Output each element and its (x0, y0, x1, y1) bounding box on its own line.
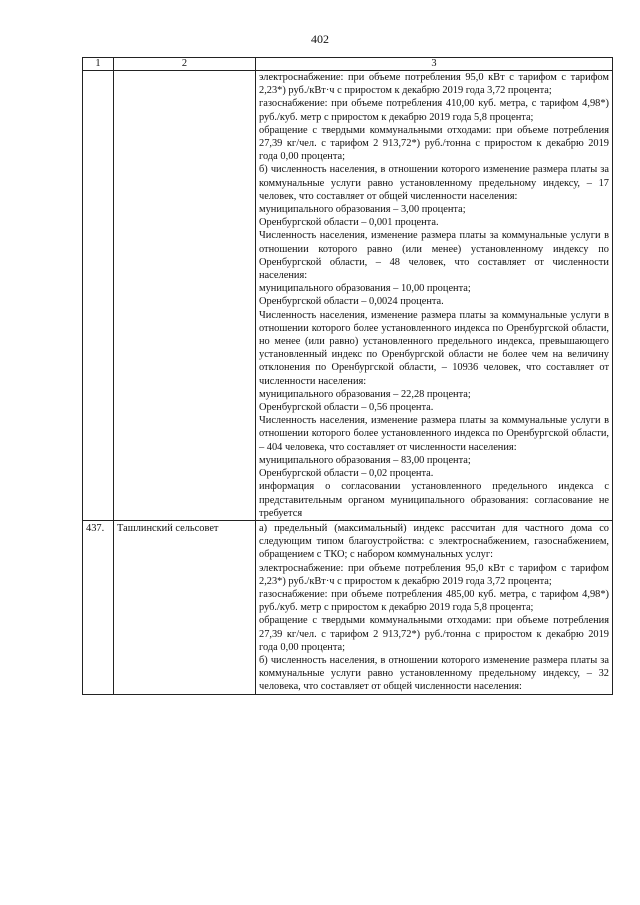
text-paragraph: а) предельный (максимальный) индекс рассчитан для частного дома со следующим типом благоустройства: с электроснабжением, газоснабжением, обращением с ТКО; с набором коммунальных услуг: (259, 522, 609, 561)
settlement-name-cell (114, 71, 256, 521)
row-number-cell: 437. (83, 520, 114, 694)
text-paragraph: обращение с твердыми коммунальными отходами: при объеме потребления 27,39 кг/чел. с тарифом 2 913,72*) руб./тонна с приростом к декабрю 2019 года 0,00 процента; (259, 615, 609, 653)
text-paragraph: Численность населения, изменение размера платы за коммунальные услуги в отношении которого более установленного индекса по Оренбургской области, но менее (или равно) установленного предельного индекса, превышающего установленный индекс по Оренбургской области не более чем на величину отклонения по Оренбургской области, – 10936 человек, что составляет от численности населения: (259, 309, 609, 387)
regulation-table (82, 57, 613, 695)
text-paragraph: газоснабжение: при объеме потребления 485,00 куб. метра, с тарифом 4,98*) руб./куб. метр с приростом к декабрю 2019 года 5,8 процента; (259, 588, 609, 614)
header-col-2: 2 (114, 58, 256, 71)
text-paragraph: Численность населения, изменение размера платы за коммунальные услуги в отношении которого равно (или менее) установленному индексу по Оренбургской области, – 48 человек, что составляет от численности населения: (259, 230, 609, 282)
text-paragraph: муниципального образования – 22,28 процента; (259, 388, 471, 400)
index-description-cell (256, 520, 613, 694)
text-paragraph: газоснабжение: при объеме потребления 410,00 куб. метра, с тарифом 4,98*) руб./куб. метр с приростом к декабрю 2019 года 5,8 процента; (259, 98, 609, 123)
text-paragraph: Оренбургской области – 0,56 процента. (259, 402, 434, 414)
text-paragraph: Численность населения, изменение размера платы за коммунальные услуги в отношении которого более установленного индекса по Оренбургской области, – 404 человека, что составляет от численности населения: (259, 415, 609, 453)
header-col-3: 3 (256, 58, 613, 71)
text-paragraph: Оренбургской области – 0,0024 процента. (259, 296, 444, 308)
text-paragraph: Оренбургской области – 0,001 процента. (259, 217, 439, 229)
settlement-name-cell: Ташлинский сельсовет (114, 520, 256, 694)
table-row-437 (83, 520, 613, 694)
index-description-cell (256, 71, 613, 521)
text-paragraph: электроснабжение: при объеме потребления 95,0 кВт с тарифом с тарифом 2,23*) руб./кВт·ч с приростом к декабрю 2019 года 3,72 процента; (259, 562, 609, 587)
text-paragraph: б) численность населения, в отношении которого изменение размера платы за коммунальные услуги равно установленному предельному индексу, – 17 человек, что составляет от общей численности населения: (259, 164, 609, 202)
text-paragraph: электроснабжение: при объеме потребления 95,0 кВт с тарифом с тарифом 2,23*) руб./кВт·ч с приростом к декабрю 2019 года 3,72 процента; (259, 72, 609, 97)
text-paragraph: информация о согласовании установленного предельного индекса с представительным органом муниципального образования: согласование не требуется (259, 481, 609, 519)
row-number-cell (83, 71, 114, 521)
text-paragraph: муниципального образования – 3,00 процента; (259, 204, 466, 216)
text-paragraph: обращение с твердыми коммунальными отходами: при объеме потребления 27,39 кг/чел. с тарифом 2 913,72*) руб./тонна с приростом к декабрю 2019 года 0,00 процента; (259, 124, 609, 163)
text-paragraph: Оренбургской области – 0,02 процента. (259, 468, 434, 480)
text-paragraph: б) численность населения, в отношении которого изменение размера платы за коммунальные услуги равно установленному предельному индексу, – 32 человека, что составляет от общей численности населения: (259, 654, 609, 693)
header-col-1: 1 (83, 58, 114, 71)
text-paragraph: муниципального образования – 10,00 процента; (259, 283, 471, 295)
text-paragraph: муниципального образования – 83,00 процента; (259, 454, 471, 466)
page-number: 402 (311, 32, 329, 46)
table-row-continued (83, 71, 613, 521)
table-header-row (83, 58, 613, 71)
